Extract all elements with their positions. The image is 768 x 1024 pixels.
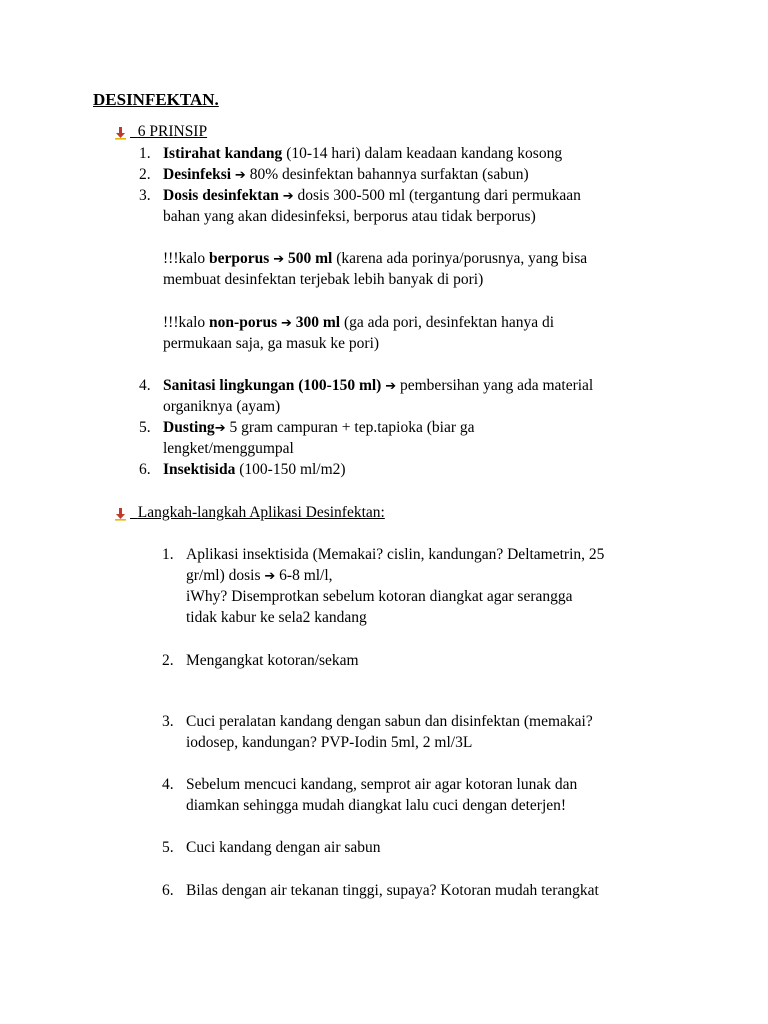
arrow-right-icon: ➔ [273, 252, 285, 267]
step-item: Cuci kandang dengan air sabun [186, 839, 381, 856]
note-berporus: !!!kalo berporus ➔ 500 ml (karena ada porinya/porusnya, yang bisa [163, 250, 588, 267]
list-number: 6. [162, 882, 174, 899]
step-item: Cuci peralatan kandang dengan sabun dan disinfektan (memakai? [186, 713, 593, 730]
list-item: Desinfeksi ➔ 80% desinfektan bahannya surfaktan (sabun) [163, 166, 529, 183]
step-item-continuation: gr/ml) dosis ➔ 6-8 ml/l, [186, 567, 333, 584]
list-number: 5. [162, 839, 174, 856]
section-heading-prinsip: 6 PRINSIP [137, 123, 208, 140]
arrow-right-icon: ➔ [280, 316, 292, 331]
list-item: Sanitasi lingkungan (100-150 ml) ➔ pembersihan yang ada material [163, 377, 594, 394]
list-number: 4. [139, 377, 151, 394]
list-number: 2. [162, 652, 174, 669]
step-item: Bilas dengan air tekanan tinggi, supaya? Kotoran mudah terangkat [186, 882, 599, 899]
arrow-down-bullet-icon [114, 507, 128, 521]
list-item-continuation: lengket/menggumpal [163, 440, 294, 457]
section-heading-langkah: Langkah-langkah Aplikasi Desinfektan: [137, 504, 385, 521]
list-number: 3. [162, 713, 174, 730]
arrow-right-icon: ➔ [264, 569, 276, 584]
arrow-right-icon: ➔ [234, 168, 246, 183]
step-item-continuation: diamkan sehingga mudah diangkat lalu cuci dengan deterjen! [186, 797, 567, 814]
step-item-continuation: tidak kabur ke sela2 kandang [186, 609, 367, 626]
list-item-continuation: organiknya (ayam) [163, 398, 281, 415]
step-item: Mengangkat kotoran/sekam [186, 652, 359, 669]
arrow-right-icon: ➔ [385, 379, 397, 394]
list-number: 1. [162, 546, 174, 563]
list-item: Insektisida (100-150 ml/m2) [163, 461, 346, 478]
arrow-right-icon: ➔ [214, 421, 226, 436]
list-number: 1. [139, 145, 151, 162]
list-number: 3. [139, 187, 151, 204]
list-number: 6. [139, 461, 151, 478]
step-item: Aplikasi insektisida (Memakai? cislin, kandungan? Deltametrin, 25 [186, 546, 605, 563]
arrow-down-bullet-icon [114, 126, 128, 140]
step-item-continuation: iodosep, kandungan? PVP-Iodin 5ml, 2 ml/3L [186, 734, 473, 751]
list-item: Istirahat kandang (10-14 hari) dalam keadaan kandang kosong [163, 145, 563, 162]
step-item: Sebelum mencuci kandang, semprot air agar kotoran lunak dan [186, 776, 578, 793]
list-item: Dosis desinfektan ➔ dosis 300-500 ml (tergantung dari permukaan [163, 187, 581, 204]
list-number: 2. [139, 166, 151, 183]
document-title: DESINFEKTAN. [93, 90, 219, 109]
note-non-porus: !!!kalo non-porus ➔ 300 ml (ga ada pori, desinfektan hanya di [163, 314, 555, 331]
list-item: Dusting➔ 5 gram campuran + tep.tapioka (biar ga [163, 419, 475, 436]
list-item-continuation: bahan yang akan didesinfeksi, berporus atau tidak berporus) [163, 208, 536, 225]
list-number: 5. [139, 419, 151, 436]
step-item-continuation: iWhy? Disemprotkan sebelum kotoran diangkat agar serangga [186, 588, 573, 605]
note-berporus-continuation: membuat desinfektan terjebak lebih banyak di pori) [163, 271, 484, 288]
arrow-right-icon: ➔ [282, 189, 294, 204]
list-number: 4. [162, 776, 174, 793]
note-non-porus-continuation: permukaan saja, ga masuk ke pori) [163, 335, 380, 352]
